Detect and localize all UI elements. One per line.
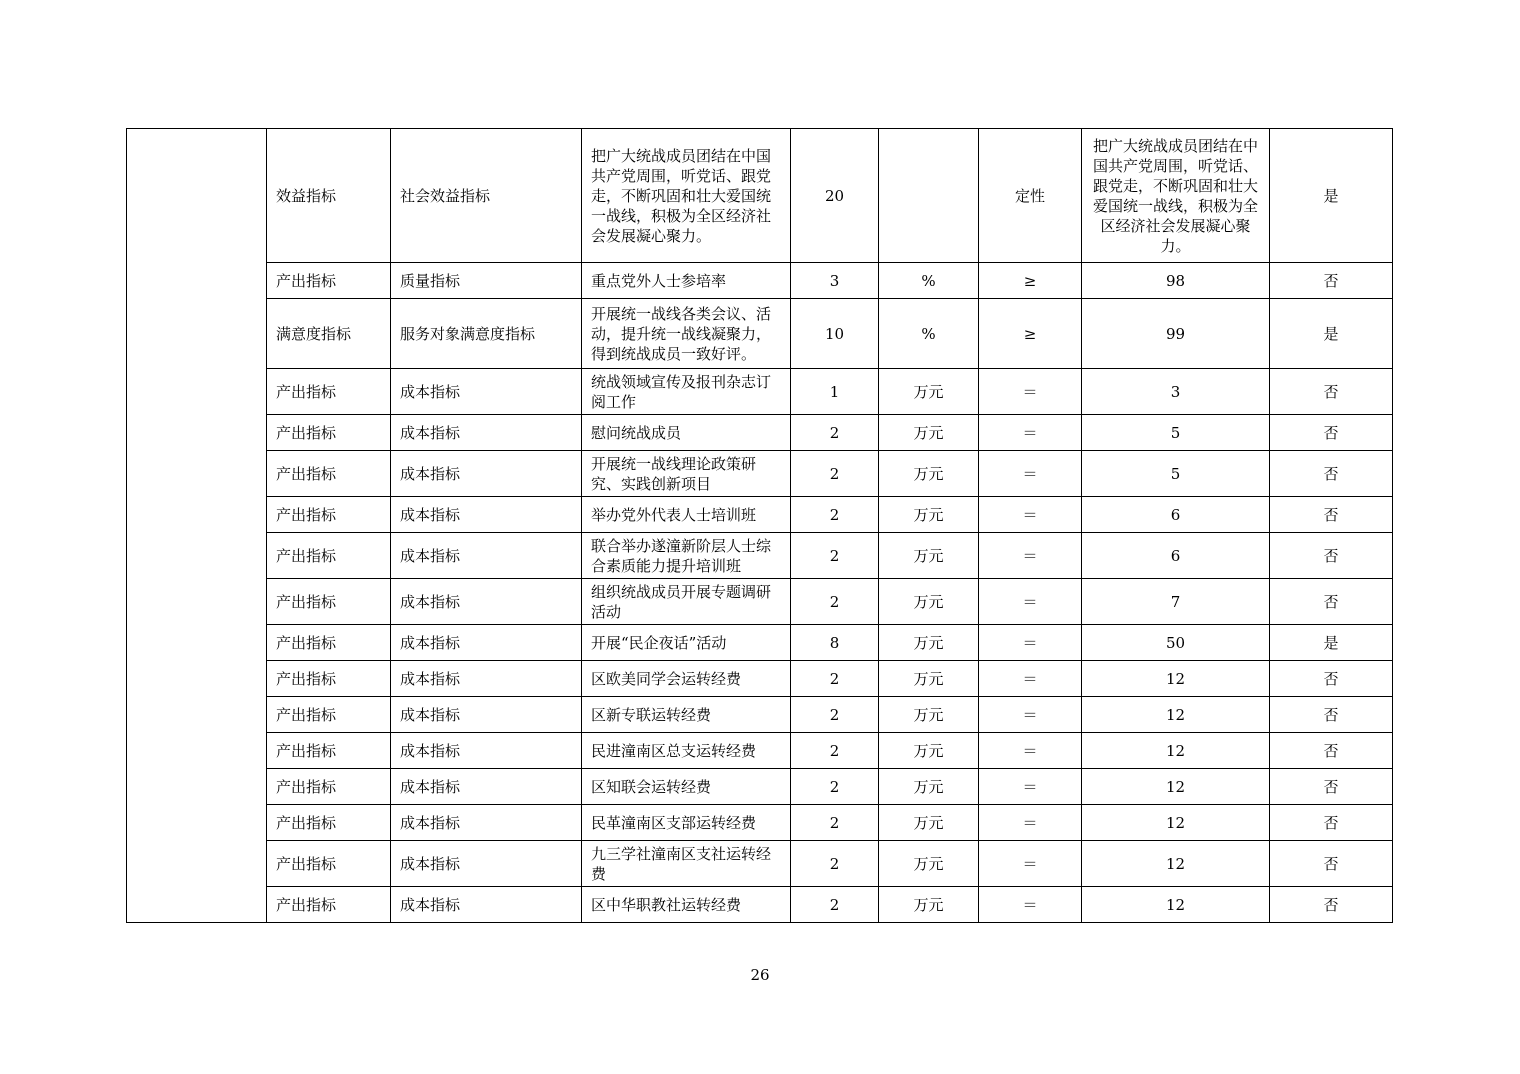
- cell-unit: 万元: [879, 697, 979, 733]
- cell-level3-indicator: 九三学社潼南区支社运转经费: [582, 841, 791, 887]
- cell-operator: 定性: [979, 129, 1082, 263]
- cell-unit: 万元: [879, 497, 979, 533]
- cell-level2-indicator: 成本指标: [391, 805, 582, 841]
- cell-level3-indicator: 慰问统战成员: [582, 415, 791, 451]
- cell-operator: ＝: [979, 579, 1082, 625]
- table-row: [127, 299, 1393, 369]
- cell-level1-indicator: 产出指标: [267, 625, 391, 661]
- cell-weight: 20: [791, 129, 879, 263]
- cell-unit: %: [879, 299, 979, 369]
- cell-level2-indicator: 社会效益指标: [391, 129, 582, 263]
- cell-operator: ＝: [979, 625, 1082, 661]
- cell-unit: 万元: [879, 579, 979, 625]
- table-row: [127, 579, 1393, 625]
- cell-level2-indicator: 服务对象满意度指标: [391, 299, 582, 369]
- table-row: [127, 451, 1393, 497]
- cell-level1-indicator: 产出指标: [267, 805, 391, 841]
- cell-target-value: 12: [1082, 697, 1270, 733]
- cell-target-value: 99: [1082, 299, 1270, 369]
- cell-level3-indicator: 区欧美同学会运转经费: [582, 661, 791, 697]
- cell-level3-indicator: 举办党外代表人士培训班: [582, 497, 791, 533]
- cell-weight: 2: [791, 733, 879, 769]
- cell-level1-indicator: 产出指标: [267, 263, 391, 299]
- cell-core-indicator: 否: [1270, 579, 1393, 625]
- cell-core-indicator: 是: [1270, 129, 1393, 263]
- cell-target-value: 3: [1082, 369, 1270, 415]
- cell-weight: 10: [791, 299, 879, 369]
- cell-core-indicator: 否: [1270, 769, 1393, 805]
- cell-operator: ＝: [979, 733, 1082, 769]
- cell-level1-indicator: 产出指标: [267, 841, 391, 887]
- cell-unit: 万元: [879, 841, 979, 887]
- cell-core-indicator: 否: [1270, 697, 1393, 733]
- table-row: [127, 129, 1393, 263]
- cell-target-value: 6: [1082, 497, 1270, 533]
- cell-target-value: 5: [1082, 415, 1270, 451]
- cell-operator: ＝: [979, 805, 1082, 841]
- table-row: [127, 533, 1393, 579]
- cell-level1-indicator: 产出指标: [267, 497, 391, 533]
- cell-core-indicator: 否: [1270, 415, 1393, 451]
- cell-unit: 万元: [879, 887, 979, 923]
- cell-target-value: 12: [1082, 805, 1270, 841]
- cell-operator: ＝: [979, 887, 1082, 923]
- cell-level1-indicator: 产出指标: [267, 451, 391, 497]
- cell-core-indicator: 否: [1270, 805, 1393, 841]
- cell-unit: 万元: [879, 805, 979, 841]
- cell-weight: 3: [791, 263, 879, 299]
- cell-weight: 2: [791, 451, 879, 497]
- cell-core-indicator: 否: [1270, 497, 1393, 533]
- cell-level3-indicator: 开展“民企夜话”活动: [582, 625, 791, 661]
- table-row: [127, 497, 1393, 533]
- cell-operator: ＝: [979, 497, 1082, 533]
- cell-weight: 2: [791, 415, 879, 451]
- cell-level2-indicator: 成本指标: [391, 625, 582, 661]
- cell-level3-indicator: 区知联会运转经费: [582, 769, 791, 805]
- cell-target-value: 12: [1082, 887, 1270, 923]
- cell-level1-indicator: 产出指标: [267, 369, 391, 415]
- cell-weight: 8: [791, 625, 879, 661]
- cell-level2-indicator: 成本指标: [391, 841, 582, 887]
- cell-operator: ＝: [979, 369, 1082, 415]
- cell-operator: ＝: [979, 841, 1082, 887]
- cell-core-indicator: 否: [1270, 369, 1393, 415]
- cell-level1-indicator: 产出指标: [267, 533, 391, 579]
- table-row: [127, 625, 1393, 661]
- table-row: [127, 661, 1393, 697]
- cell-core-indicator: 否: [1270, 887, 1393, 923]
- cell-core-indicator: 否: [1270, 733, 1393, 769]
- cell-project-merged: [127, 129, 267, 923]
- cell-operator: ＝: [979, 661, 1082, 697]
- cell-level2-indicator: 成本指标: [391, 887, 582, 923]
- cell-level1-indicator: 效益指标: [267, 129, 391, 263]
- cell-level1-indicator: 产出指标: [267, 579, 391, 625]
- cell-core-indicator: 否: [1270, 451, 1393, 497]
- cell-level3-indicator: 重点党外人士参培率: [582, 263, 791, 299]
- cell-weight: 2: [791, 697, 879, 733]
- cell-unit: [879, 129, 979, 263]
- cell-level3-indicator: 区中华职教社运转经费: [582, 887, 791, 923]
- cell-weight: 2: [791, 887, 879, 923]
- cell-target-value: 50: [1082, 625, 1270, 661]
- cell-unit: 万元: [879, 533, 979, 579]
- cell-level2-indicator: 成本指标: [391, 661, 582, 697]
- cell-level2-indicator: 成本指标: [391, 497, 582, 533]
- cell-level3-indicator: 民进潼南区总支运转经费: [582, 733, 791, 769]
- cell-weight: 2: [791, 497, 879, 533]
- cell-weight: 2: [791, 769, 879, 805]
- cell-level2-indicator: 成本指标: [391, 697, 582, 733]
- cell-target-value: 6: [1082, 533, 1270, 579]
- cell-target-value: 5: [1082, 451, 1270, 497]
- cell-weight: 2: [791, 579, 879, 625]
- cell-operator: ≥: [979, 299, 1082, 369]
- cell-target-value: 12: [1082, 769, 1270, 805]
- cell-core-indicator: 是: [1270, 625, 1393, 661]
- cell-operator: ＝: [979, 451, 1082, 497]
- cell-unit: 万元: [879, 369, 979, 415]
- performance-indicator-table: [126, 128, 1393, 923]
- cell-level2-indicator: 成本指标: [391, 451, 582, 497]
- cell-level2-indicator: 成本指标: [391, 733, 582, 769]
- cell-operator: ＝: [979, 533, 1082, 579]
- table-row: [127, 263, 1393, 299]
- cell-operator: ≥: [979, 263, 1082, 299]
- cell-target-value: 98: [1082, 263, 1270, 299]
- cell-core-indicator: 否: [1270, 661, 1393, 697]
- cell-core-indicator: 否: [1270, 841, 1393, 887]
- cell-level2-indicator: 成本指标: [391, 579, 582, 625]
- cell-level3-indicator: 开展统一战线理论政策研究、实践创新项目: [582, 451, 791, 497]
- table-row: [127, 415, 1393, 451]
- cell-level3-indicator: 区新专联运转经费: [582, 697, 791, 733]
- table-row: [127, 887, 1393, 923]
- cell-target-value: 7: [1082, 579, 1270, 625]
- cell-level3-indicator: 组织统战成员开展专题调研活动: [582, 579, 791, 625]
- cell-unit: 万元: [879, 451, 979, 497]
- page-number: 26: [750, 966, 770, 984]
- cell-unit: 万元: [879, 661, 979, 697]
- cell-unit: 万元: [879, 415, 979, 451]
- table-row: [127, 697, 1393, 733]
- cell-level3-indicator: 统战领域宣传及报刊杂志订阅工作: [582, 369, 791, 415]
- table-body: [127, 129, 1393, 923]
- cell-operator: ＝: [979, 697, 1082, 733]
- table-row: [127, 733, 1393, 769]
- table-row: [127, 769, 1393, 805]
- cell-level1-indicator: 产出指标: [267, 887, 391, 923]
- cell-operator: ＝: [979, 769, 1082, 805]
- cell-level1-indicator: 产出指标: [267, 697, 391, 733]
- cell-level3-indicator: 联合举办遂潼新阶层人士综合素质能力提升培训班: [582, 533, 791, 579]
- cell-level2-indicator: 成本指标: [391, 415, 582, 451]
- cell-weight: 2: [791, 533, 879, 579]
- cell-level3-indicator: 开展统一战线各类会议、活动，提升统一战线凝聚力，得到统战成员一致好评。: [582, 299, 791, 369]
- cell-level1-indicator: 产出指标: [267, 769, 391, 805]
- cell-target-value: 把广大统战成员团结在中国共产党周围，听党话、跟党走，不断巩固和壮大爱国统一战线，积极为全区经济社会发展凝心聚力。: [1082, 129, 1270, 263]
- cell-weight: 2: [791, 661, 879, 697]
- cell-level2-indicator: 成本指标: [391, 369, 582, 415]
- cell-level2-indicator: 成本指标: [391, 769, 582, 805]
- table-row: [127, 369, 1393, 415]
- cell-unit: %: [879, 263, 979, 299]
- cell-level3-indicator: 把广大统战成员团结在中国共产党周围，听党话、跟党走，不断巩固和壮大爱国统一战线，积极为全区经济社会发展凝心聚力。: [582, 129, 791, 263]
- cell-level3-indicator: 民革潼南区支部运转经费: [582, 805, 791, 841]
- cell-core-indicator: 否: [1270, 533, 1393, 579]
- cell-weight: 2: [791, 841, 879, 887]
- cell-level2-indicator: 成本指标: [391, 533, 582, 579]
- cell-unit: 万元: [879, 769, 979, 805]
- cell-operator: ＝: [979, 415, 1082, 451]
- cell-weight: 2: [791, 805, 879, 841]
- cell-weight: 1: [791, 369, 879, 415]
- table-row: [127, 841, 1393, 887]
- cell-core-indicator: 否: [1270, 263, 1393, 299]
- cell-unit: 万元: [879, 733, 979, 769]
- cell-unit: 万元: [879, 625, 979, 661]
- cell-target-value: 12: [1082, 841, 1270, 887]
- cell-level2-indicator: 质量指标: [391, 263, 582, 299]
- cell-level1-indicator: 满意度指标: [267, 299, 391, 369]
- cell-core-indicator: 是: [1270, 299, 1393, 369]
- cell-level1-indicator: 产出指标: [267, 733, 391, 769]
- cell-level1-indicator: 产出指标: [267, 415, 391, 451]
- table-row: [127, 805, 1393, 841]
- cell-target-value: 12: [1082, 733, 1270, 769]
- cell-target-value: 12: [1082, 661, 1270, 697]
- cell-level1-indicator: 产出指标: [267, 661, 391, 697]
